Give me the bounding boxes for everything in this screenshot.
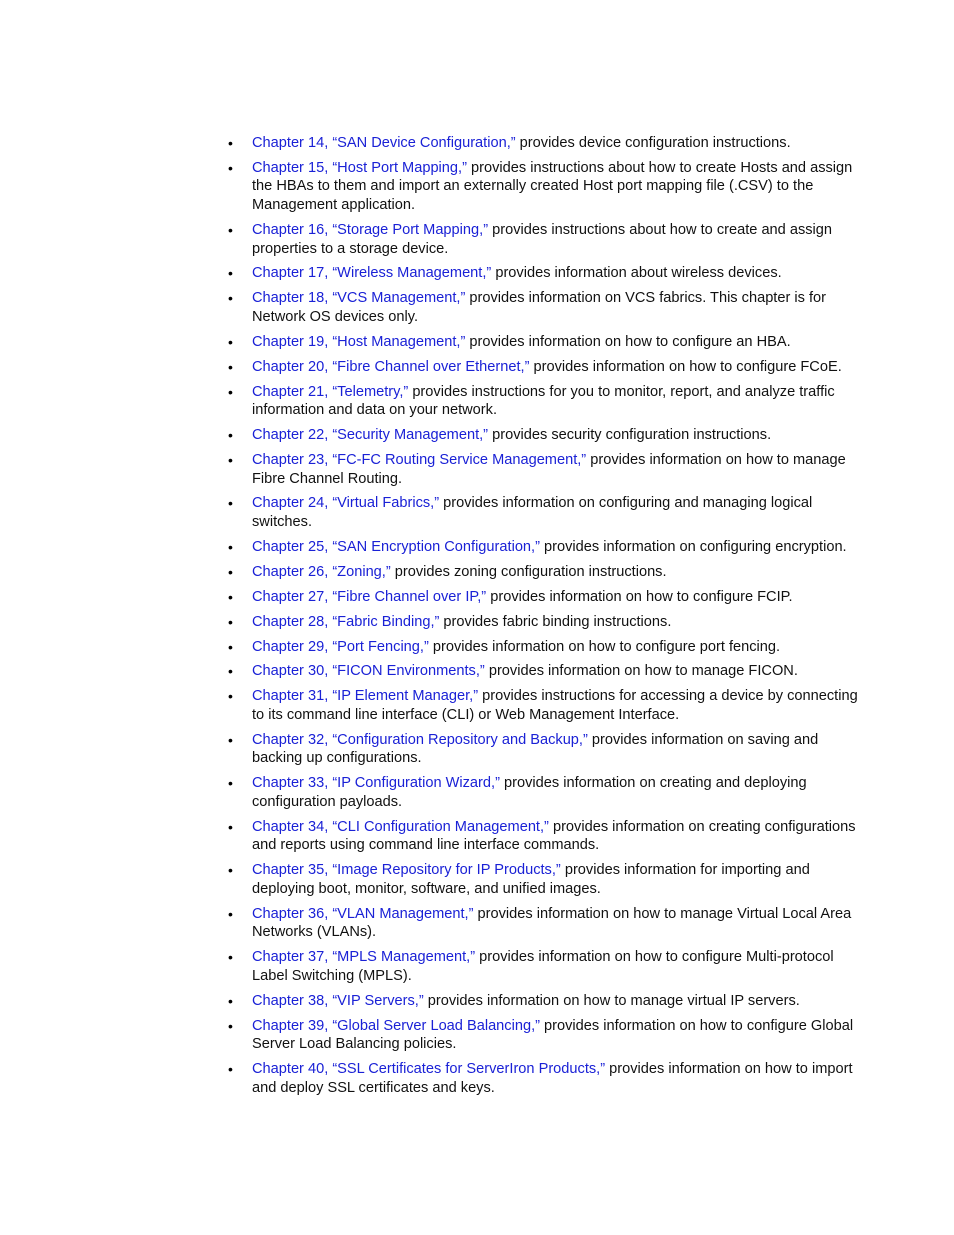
list-item	[228, 451, 870, 488]
chapter-link[interactable]: Chapter 37, “MPLS Management,”	[252, 949, 476, 966]
chapter-description: provides information on how to manage virtual IP servers.	[423, 992, 800, 1009]
chapter-description: provides information on how to import and deploy SSL certificates and keys.	[252, 1061, 853, 1096]
chapter-description: provides security configuration instructions.	[488, 427, 772, 444]
chapter-description: provides information on how to manage Fibre Channel Routing.	[252, 451, 846, 487]
bullet-icon: •	[228, 992, 233, 1009]
bullet-icon: •	[228, 905, 233, 922]
chapter-description: provides information on configuring and managing logical switches.	[252, 495, 813, 531]
list-item	[228, 613, 870, 632]
list-item	[228, 1060, 870, 1097]
chapter-link[interactable]: Chapter 38, “VIP Servers,”	[252, 992, 424, 1009]
bullet-icon: •	[228, 688, 233, 705]
chapter-description: provides information on configuring encryption.	[539, 538, 847, 555]
chapter-link[interactable]: Chapter 23, “FC-FC Routing Service Management,”	[252, 451, 587, 468]
bullet-icon: •	[228, 427, 233, 444]
list-item	[228, 563, 870, 582]
chapter-description: provides information on how to configure port fencing.	[428, 638, 781, 655]
bullet-icon: •	[228, 383, 233, 400]
chapter-link[interactable]: Chapter 17, “Wireless Management,”	[252, 265, 492, 282]
chapter-link[interactable]: Chapter 24, “Virtual Fabrics,”	[252, 495, 440, 512]
bullet-icon: •	[228, 495, 233, 512]
chapter-description: provides information on creating and deploying configuration payloads.	[252, 775, 807, 810]
list-item	[228, 538, 870, 557]
list-item	[228, 159, 870, 215]
chapter-link[interactable]: Chapter 30, “FICON Environments,”	[252, 663, 485, 680]
chapter-link[interactable]: Chapter 28, “Fabric Binding,”	[252, 613, 440, 630]
chapter-link[interactable]: Chapter 22, “Security Management,”	[252, 427, 489, 444]
bullet-icon: •	[228, 135, 233, 151]
bullet-icon: •	[228, 290, 233, 307]
list-item	[228, 333, 870, 352]
chapter-link[interactable]: Chapter 14, “SAN Device Configuration,”	[252, 135, 516, 151]
bullet-icon: •	[228, 358, 233, 375]
bullet-icon: •	[228, 563, 233, 580]
list-item	[228, 861, 870, 898]
list-item	[228, 687, 870, 724]
chapter-link[interactable]: Chapter 31, “IP Element Manager,”	[252, 688, 479, 705]
bullet-icon: •	[228, 221, 233, 238]
list-item	[228, 289, 870, 326]
bullet-icon: •	[228, 1061, 233, 1078]
chapter-description: provides information on creating configurations and reports using command line interface commands.	[252, 818, 856, 854]
list-item	[228, 905, 870, 942]
chapter-description: provides information on how to manage FICON.	[484, 663, 798, 680]
list-item	[228, 638, 870, 657]
list-item	[228, 662, 870, 681]
chapter-description: provides instructions about how to create and assign properties to a storage device.	[252, 221, 833, 257]
bullet-icon: •	[228, 1017, 233, 1034]
list-item	[228, 774, 870, 811]
chapter-link[interactable]: Chapter 33, “IP Configuration Wizard,”	[252, 775, 500, 792]
list-item	[228, 134, 870, 153]
chapter-description: provides zoning configuration instructions.	[390, 563, 667, 580]
chapter-link[interactable]: Chapter 40, “SSL Certificates for ServerIron Products,”	[252, 1061, 606, 1078]
chapter-description: provides information on how to configure Global Server Load Balancing policies.	[252, 1017, 854, 1053]
chapter-link[interactable]: Chapter 29, “Port Fencing,”	[252, 638, 429, 655]
bullet-icon: •	[228, 588, 233, 605]
chapter-description: provides device configuration instructions.	[515, 135, 791, 151]
list-item	[228, 383, 870, 420]
chapter-list	[228, 134, 870, 1104]
chapter-link[interactable]: Chapter 25, “SAN Encryption Configuration,”	[252, 538, 540, 555]
bullet-icon: •	[228, 159, 233, 176]
chapter-link[interactable]: Chapter 26, “Zoning,”	[252, 563, 391, 580]
chapter-description: provides information on how to configure FCoE.	[529, 358, 842, 375]
chapter-link[interactable]: Chapter 19, “Host Management,”	[252, 333, 466, 350]
list-item	[228, 588, 870, 607]
chapter-description: provides information for importing and deploying boot, monitor, software, and unified images.	[252, 862, 810, 897]
chapter-description: provides fabric binding instructions.	[439, 613, 672, 630]
chapter-link[interactable]: Chapter 15, “Host Port Mapping,”	[252, 159, 467, 176]
chapter-link[interactable]: Chapter 27, “Fibre Channel over IP,”	[252, 588, 487, 605]
bullet-icon: •	[228, 949, 233, 966]
chapter-link[interactable]: Chapter 18, “VCS Management,”	[252, 290, 466, 307]
list-item	[228, 426, 870, 445]
chapter-link[interactable]: Chapter 16, “Storage Port Mapping,”	[252, 221, 489, 238]
chapter-link[interactable]: Chapter 35, “Image Repository for IP Products,”	[252, 862, 561, 879]
chapter-link[interactable]: Chapter 39, “Global Server Load Balancing,”	[252, 1017, 540, 1034]
list-item	[228, 264, 870, 283]
chapter-link[interactable]: Chapter 34, “CLI Configuration Management,”	[252, 818, 549, 835]
bullet-icon: •	[228, 638, 233, 655]
chapter-link[interactable]: Chapter 32, “Configuration Repository and Backup,”	[252, 731, 588, 748]
chapter-description: provides information on how to configure an HBA.	[465, 333, 791, 350]
list-item	[228, 494, 870, 531]
bullet-icon: •	[228, 818, 233, 835]
chapter-description: provides instructions for accessing a device by connecting to its command line interface (CLI) or Web Management Interface.	[252, 688, 858, 723]
bullet-icon: •	[228, 265, 233, 282]
chapter-description: provides information on VCS fabrics. This chapter is for Network OS devices only.	[252, 290, 827, 325]
bullet-icon: •	[228, 451, 233, 468]
bullet-icon: •	[228, 663, 233, 680]
list-item	[228, 948, 870, 985]
chapter-link[interactable]: Chapter 20, “Fibre Channel over Ethernet,”	[252, 358, 530, 375]
chapter-description: provides instructions about how to create Hosts and assign the HBAs to them and import an externally created Host port mapping file (.CSV) to the Management application.	[252, 159, 853, 214]
list-item	[228, 818, 870, 855]
chapter-description: provides information on how to manage Virtual Local Area Networks (VLANs).	[252, 905, 852, 941]
chapter-description: provides information on how to configure FCIP.	[486, 588, 793, 605]
bullet-icon: •	[228, 613, 233, 630]
bullet-icon: •	[228, 333, 233, 350]
chapter-description: provides information on how to configure Multi-protocol Label Switching (MPLS).	[252, 949, 834, 984]
bullet-icon: •	[228, 862, 233, 879]
bullet-icon: •	[228, 775, 233, 792]
bullet-icon: •	[228, 538, 233, 555]
list-item	[228, 221, 870, 258]
list-item	[228, 731, 870, 768]
list-item	[228, 358, 870, 377]
list-item	[228, 1017, 870, 1054]
list-item	[228, 992, 870, 1011]
chapter-link[interactable]: Chapter 21, “Telemetry,”	[252, 383, 409, 400]
chapter-link[interactable]: Chapter 36, “VLAN Management,”	[252, 905, 474, 922]
chapter-description: provides information about wireless devices.	[491, 265, 782, 282]
chapter-description: provides information on saving and backing up configurations.	[252, 731, 819, 767]
chapter-description: provides instructions for you to monitor, report, and analyze traffic information and data on your network.	[252, 383, 835, 419]
bullet-icon: •	[228, 731, 233, 748]
